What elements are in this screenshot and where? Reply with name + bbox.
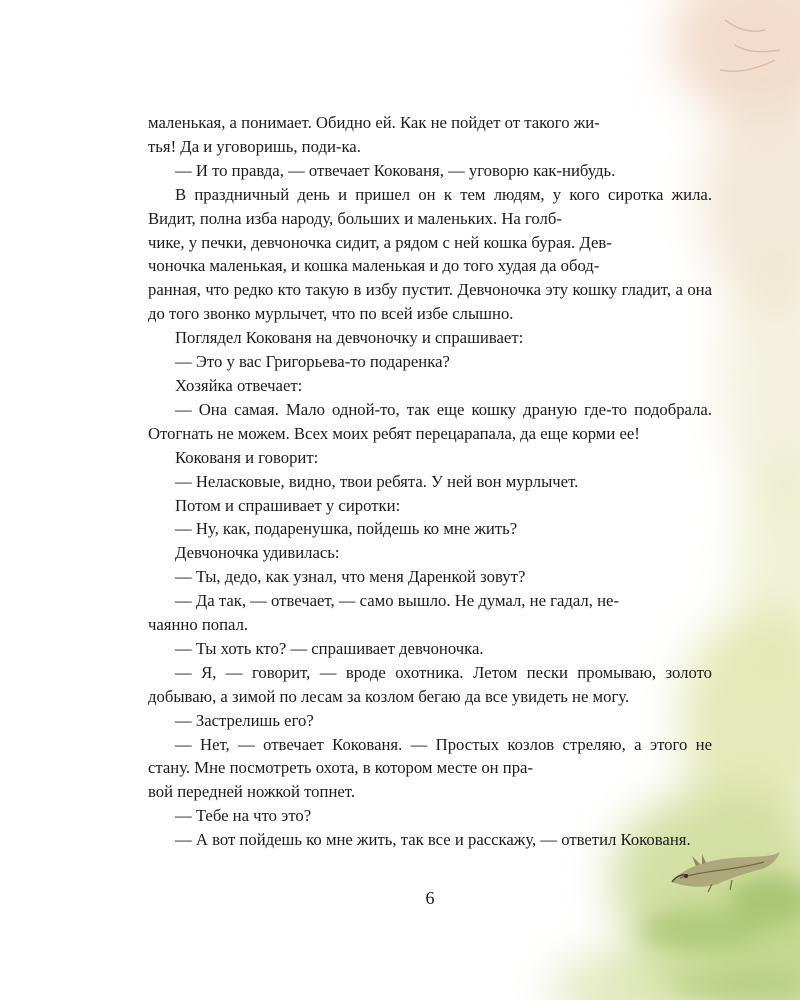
story-text bbox=[148, 111, 712, 852]
paragraph: Поглядел Кокованя на девчоночку и спрашивает: bbox=[175, 328, 524, 348]
paragraph: Девчоночка удивилась: bbox=[175, 543, 340, 563]
paragraph: Хозяйка отвечает: bbox=[175, 375, 303, 395]
paragraph: — И то правда, — отвечает Кокованя, — уговорю как-нибудь. bbox=[175, 160, 616, 180]
paragraph: — Она самая. Мало одной-то, так еще кошку драную где-то подобрала. Отогнать не можем. Всех моих ребят перецарапала, да еще корми ее! bbox=[148, 399, 712, 443]
paragraph: — Ты, дедо, как узнал, что меня Даренкой зовут? bbox=[175, 567, 526, 587]
paragraph: — Ты хоть кто? — спрашивает девчоночка. bbox=[175, 638, 484, 658]
paragraph: — Я, — говорит, — вроде охотника. Летом пески промываю, золото добываю, а зимой по лесам за козлом бегаю да все увидеть не могу. bbox=[148, 662, 712, 706]
paragraph: маленькая, а понимает. Обидно ей. Как не пойдет от такого жи- тья! Да и уговоришь, поди-ка. bbox=[148, 113, 600, 156]
paragraph: — Это у вас Григорьева-то подаренка? bbox=[175, 352, 450, 372]
paragraph: — Тебе на что это? bbox=[175, 806, 312, 826]
paragraph: — Застрелишь его? bbox=[175, 710, 314, 730]
paragraph: В праздничный день и пришел он к тем людям, у кого сиротка жила. Видит, полна изба народу, больших и маленьких. На голб- чике, у печки, девчоночка сидит, а рядом с ней кошка бурая. Дев- чоночка маленькая, и кошка маленькая и до того худая да обод- ранная, что редко кто такую в избу пустит. Девчоночка эту кошку гладит, а она до того звонко мурлычет, что по всей избе слышно. bbox=[148, 184, 712, 324]
paragraph: — Да так, — отвечает, — само вышло. Не думал, не гадал, не- чаянно попал. bbox=[148, 591, 620, 635]
paragraph: Потом и спрашивает у сиротки: bbox=[175, 495, 401, 515]
paragraph: — Нет, — отвечает Кокованя. — Простых козлов стреляю, а этого не стану. Мне посмотреть охота, в котором месте он пра- вой передней ножкой топнет. bbox=[148, 734, 712, 802]
paragraph: Кокованя и говорит: bbox=[175, 447, 319, 467]
paragraph: — Неласковые, видно, твои ребята. У ней вон мурлычет. bbox=[175, 471, 579, 491]
page-number: 6 bbox=[425, 888, 435, 908]
paragraph: — Ну, как, подаренушка, пойдешь ко мне жить? bbox=[175, 519, 518, 539]
paragraph: — А вот пойдешь ко мне жить, так все и расскажу, — ответил Кокованя. bbox=[175, 830, 691, 850]
